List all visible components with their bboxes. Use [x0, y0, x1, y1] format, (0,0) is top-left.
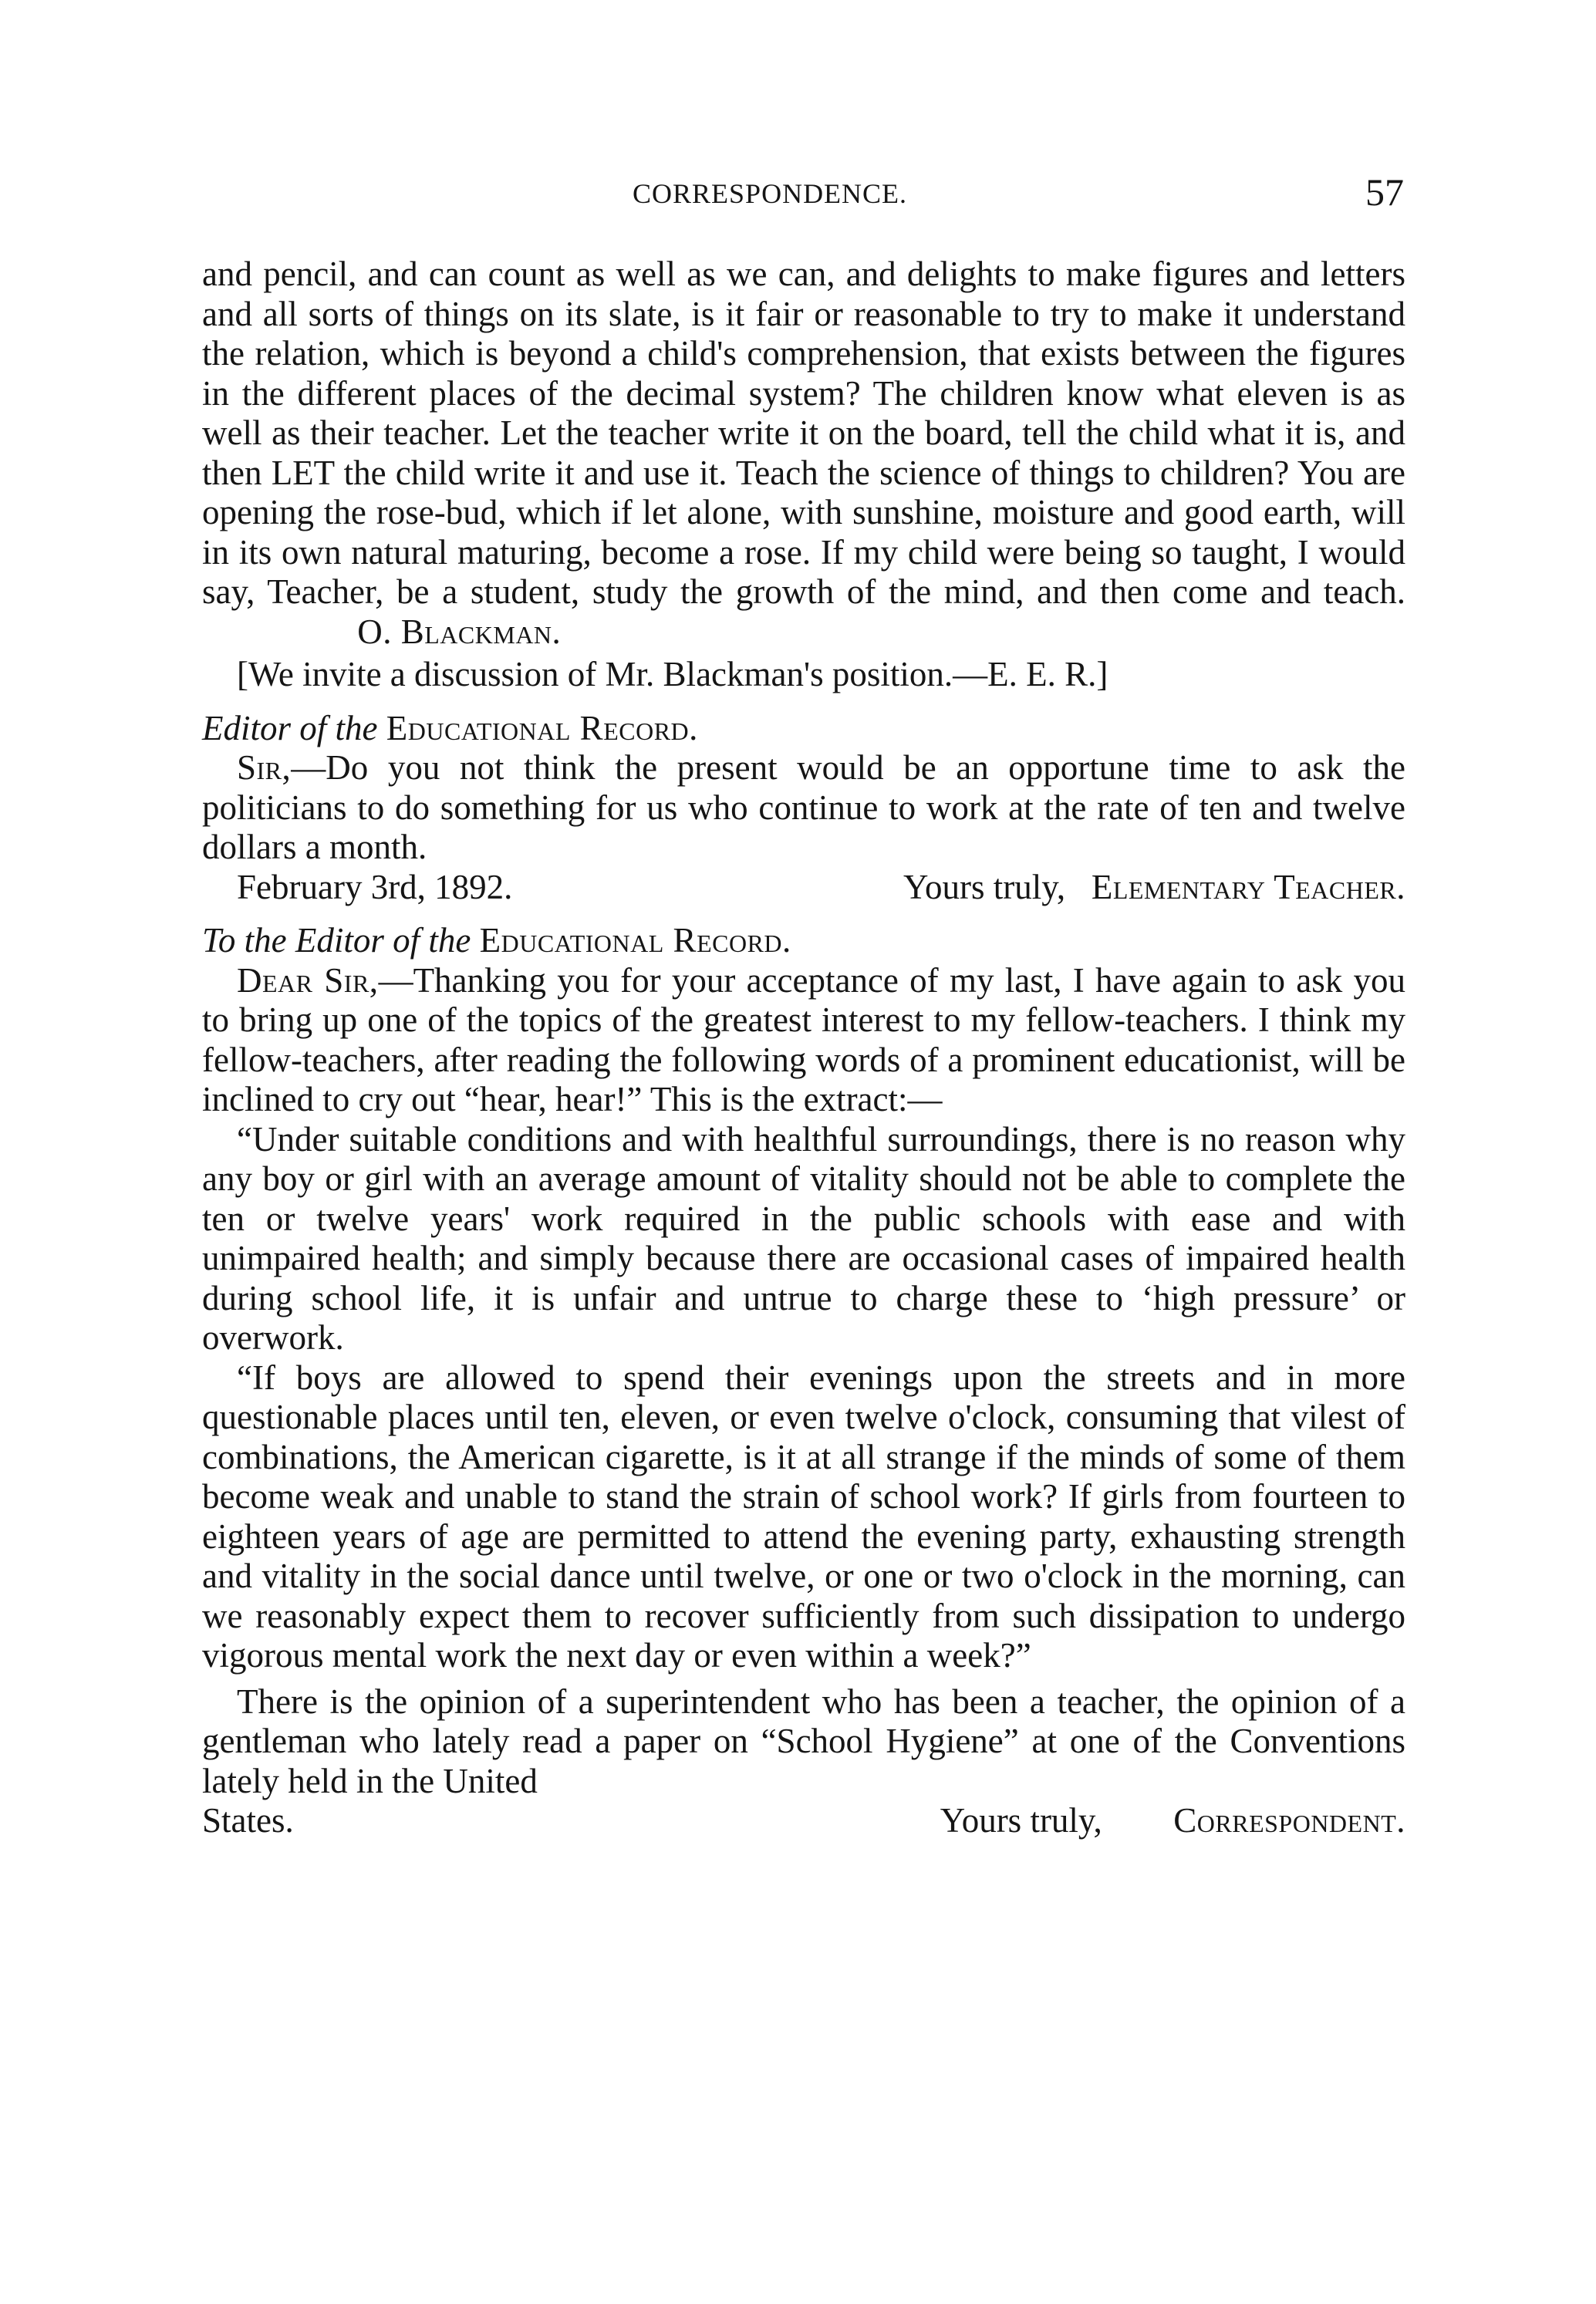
letter3-signature: Correspondent.: [1173, 1801, 1405, 1840]
running-head: [0, 170, 1596, 224]
letter2-signoff: [202, 868, 1405, 908]
letter2-text: —Do you not think the present would be an opportune time to ask the politicians to do something for us who continue to work at the rate of ten and twelve dollars a month.: [202, 748, 1405, 866]
letter2-heading-publication: Educational Record.: [386, 708, 698, 747]
letter2-heading: [202, 709, 1405, 749]
letter3-intro-text: —Thanking you for your acceptance of my last, I have again to ask you to bring up one of the topics of the greatest interest to my fellow-teachers. I think my fellow-teachers, after reading the following words of a prominent educationist, will be inclined to cry out “hear, hear!” This is the extract:—: [202, 960, 1405, 1118]
letter2-body: [202, 748, 1405, 868]
letter1-signature: O. Blackman.: [357, 612, 562, 651]
page-number: 57: [1365, 170, 1404, 214]
letter2-signature: Elementary Teacher.: [1091, 867, 1405, 906]
letter3-heading-italic: To the Editor of the: [202, 921, 471, 960]
letter3-last-word: States.: [202, 1801, 294, 1840]
letter2-closing-text: Yours truly,: [903, 867, 1066, 906]
letter3-signoff: [202, 1801, 1405, 1841]
letter3-conclusion: There is the opinion of a superintendent who has been a teacher, the opinion of a gentleman who lately read a paper on “School Hygiene” at one of the Conventions lately held in the United: [202, 1682, 1405, 1800]
letter3-quote-paragraph-1: “Under suitable conditions and with healthful surroundings, there is no reason why any boy or girl with an average amount of vitality should not be able to complete the ten or twelve years' work required in the public schools with ease and with unimpaired health; and simply because there are occasional cases of impaired health during school life, it is unfair and untrue to charge these to ‘high pressure’ or overwork.: [202, 1119, 1405, 1357]
letter3-salutation: Dear Sir,: [237, 960, 379, 1000]
body-text: [202, 255, 1405, 1841]
letter3-closing-text: Yours truly,: [940, 1801, 1102, 1840]
letter2-closing: [903, 868, 1405, 908]
editor-note: [We invite a discussion of Mr. Blackman's position.—E. E. R.]: [237, 655, 1108, 693]
letter2-heading-italic: Editor of the: [202, 708, 378, 747]
letter3-heading: [202, 921, 1405, 961]
letter3-intro: [202, 961, 1405, 1120]
letter1-body: [202, 255, 1405, 652]
letter1-text: and pencil, and can count as well as we can, and delights to make figures and letters and all sorts of things on its slate, is it fair or reasonable to try to make it understand the relation, which is beyond a child's comprehension, that exists between the figures in the different places of the decimal system? The children know what eleven is as well as their teacher. Let the teacher write it on the board, tell the child what it is, and then LET the child write it and use it. Teach the science of things to children? You are opening the rose-bud, which if let alone, with sunshine, moisture and good earth, will in its own natural maturing, become a rose. If my child were being so taught, I would say, Teacher, be a student, study the growth of the mind, and then come and teach.: [202, 255, 1405, 611]
letter3-heading-publication: Educational Record.: [479, 921, 791, 960]
running-title: CORRESPONDENCE.: [633, 178, 908, 209]
letter2-salutation: Sir,: [237, 748, 292, 787]
letter3-quote-paragraph-2: “If boys are allowed to spend their evenings upon the streets and in more questionable places until ten, eleven, or even twelve o'clock, consuming that vilest of combinations, the American cigarette, is it at all strange if the minds of some of them become weak and unable to stand the strain of school work? If girls from fourteen to eighteen years of age are permitted to attend the evening party, exhausting strength and vitality in the social dance until twelve, or one or two o'clock in the morning, can we reasonably expect them to recover sufficiently from such dissipation to undergo vigorous mental work the next day or even within a week?”: [202, 1358, 1405, 1675]
letter3-closing: [940, 1801, 1405, 1841]
letter2-date: February 3rd, 1892.: [237, 867, 513, 906]
